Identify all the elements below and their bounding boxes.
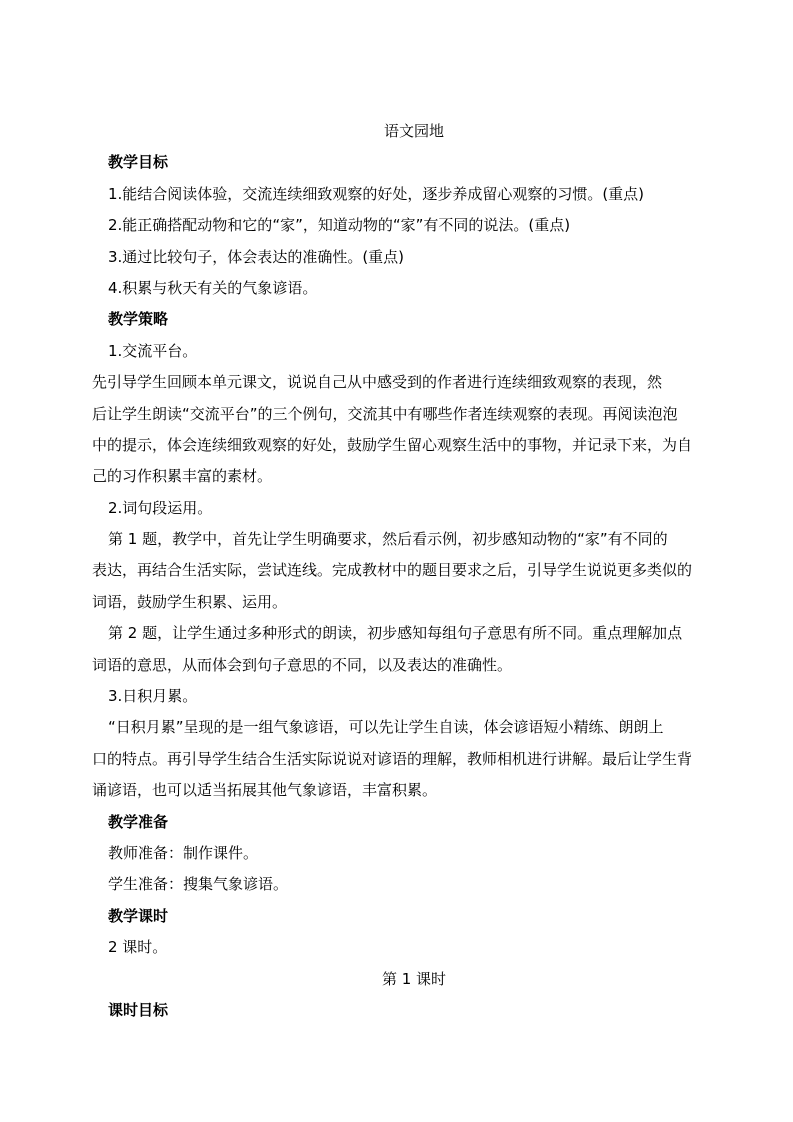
heading-teaching-prep: 教学准备	[108, 812, 169, 831]
goal-item: 1.能结合阅读体验，交流连续细致观察的好处，逐步养成留心观察的习惯。(重点)	[108, 184, 645, 203]
paragraph-line: 中的提示，体会连续细致观察的好处，鼓励学生留心观察生活中的事物，并记录下来，为自	[92, 435, 693, 454]
strategy-2-title: 2.词句段运用。	[108, 498, 213, 517]
paragraph-line: 口的特点。再引导学生结合生活实际说说对谚语的理解，教师相机进行讲解。最后让学生背	[92, 749, 693, 768]
goal-item: 2.能正确搭配动物和它的“家”，知道动物的“家”有不同的说法。(重点)	[108, 216, 571, 235]
paragraph-line: 诵谚语，也可以适当拓展其他气象谚语，丰富积累。	[92, 781, 438, 800]
paragraph-line: 第 1 题，教学中，首先让学生明确要求，然后看示例，初步感知动物的“家”有不同的	[108, 530, 668, 549]
paragraph-line: 词语的意思，从而体会到句子意思的不同，以及表达的准确性。	[92, 655, 513, 674]
prep-student: 学生准备：搜集气象谚语。	[108, 875, 289, 894]
paragraph-line: “日积月累”呈现的是一组气象谚语，可以先让学生自读，体会谚语短小精练、朗朗上	[108, 718, 664, 737]
paragraph-line: 先引导学生回顾本单元课文，说说自己从中感受到的作者进行连续细致观察的表现，然	[92, 373, 663, 392]
strategy-3-title: 3.日积月累。	[108, 687, 198, 706]
heading-teaching-hours: 教学课时	[108, 906, 169, 925]
paragraph-line: 表达，再结合生活实际，尝试连线。完成教材中的题目要求之后，引导学生说说更多类似的	[92, 561, 693, 580]
goal-item: 4.积累与秋天有关的气象谚语。	[108, 278, 318, 297]
paragraph-line: 后让学生朗读“交流平台”的三个例句，交流其中有哪些作者连续观察的表现。再阅读泡泡	[92, 404, 678, 423]
paragraph-line: 第 2 题，让学生通过多种形式的朗读，初步感知每组句子意思有所不同。重点理解加点	[108, 624, 683, 643]
goal-item: 3.通过比较句子，体会表达的准确性。(重点)	[108, 247, 405, 266]
hours-value: 2 课时。	[108, 938, 168, 957]
heading-lesson-goals: 课时目标	[108, 1000, 169, 1019]
paragraph-line: 己的习作积累丰富的素材。	[92, 467, 273, 486]
heading-teaching-goals: 教学目标	[108, 153, 169, 172]
heading-teaching-strategy: 教学策略	[108, 310, 169, 329]
lesson-1-title: 第 1 课时	[381, 969, 447, 988]
strategy-1-title: 1.交流平台。	[108, 341, 198, 360]
document-body	[92, 116, 720, 1026]
prep-teacher: 教师准备：制作课件。	[108, 843, 259, 862]
document-title: 语文园地	[383, 122, 444, 140]
paragraph-line: 词语，鼓励学生积累、运用。	[92, 592, 288, 611]
